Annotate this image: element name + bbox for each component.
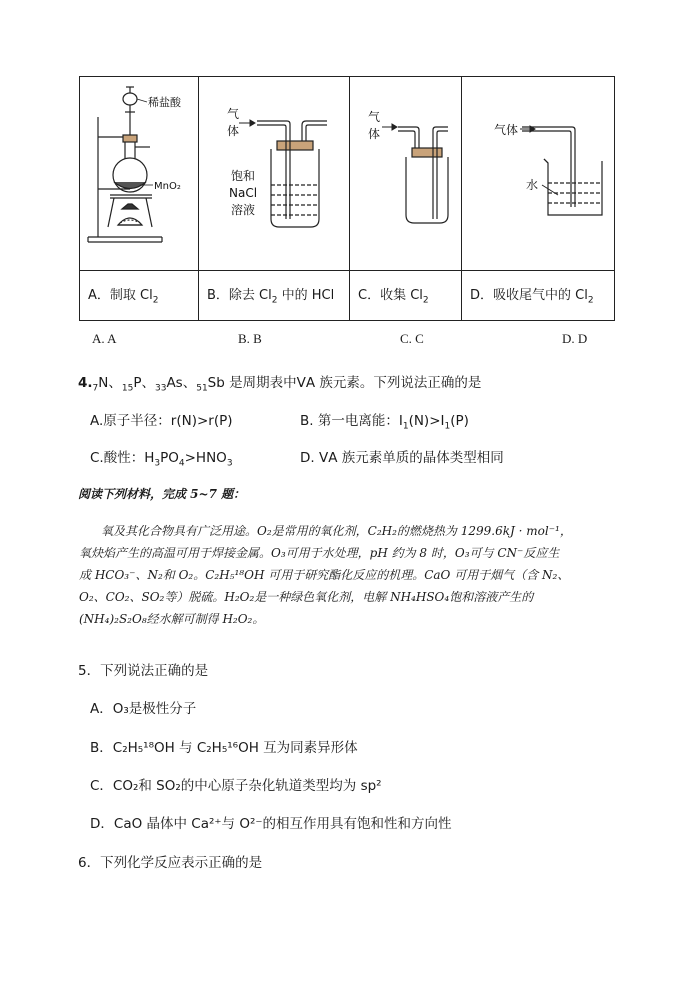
reading-line: 氧及其化合物具有广泛用途。O₂是常用的氧化剂，C₂H₂的燃烧热为 1299.6kJ · mol⁻¹， (101, 524, 572, 538)
question-4-option-d[interactable]: D. ⅤA 族元素单质的晶体类型相同 (300, 450, 504, 466)
gas-in-label: 体 (368, 127, 381, 141)
reading-passage (79, 520, 619, 630)
dilute-hcl-label: 稀盐酸 (148, 96, 181, 109)
question-4-option-a[interactable]: A.原子半径：r(N)>r(P) (90, 413, 233, 429)
answer-choice-d[interactable]: D. D (562, 331, 588, 346)
option-b-caption: B．除去 $Cl_2$ 中的 HCl (207, 288, 335, 306)
question-4-stem: $4._7N$、$_{15}$P、$_{33}$As、$_{51}$Sb 是周期表中ⅤA 族元素。下列说法正确的是 (78, 375, 482, 394)
gas-in-label: 气 (368, 110, 381, 124)
chlorine-generator-diagram (80, 77, 198, 270)
question-5-option-c[interactable]: C．CO₂和 SO₂的中心原子杂化轨道类型均为 sp² (90, 778, 382, 794)
gas-in-label: 气 (227, 107, 240, 121)
water-label: 水 (526, 178, 539, 192)
solution-label: 饱和 (231, 169, 256, 183)
gas-collection-bottle-diagram (350, 77, 461, 270)
option-c-caption: C．收集 $Cl_2$ (358, 288, 429, 306)
question-6-stem: 6．下列化学反应表示正确的是 (78, 855, 263, 871)
reading-heading: 阅读下列材料，完成 5~7 题： (78, 487, 246, 501)
answer-choice-c[interactable]: C. C (400, 331, 424, 346)
reading-line: (NH₄)₂S₂O₈经水解可制得 H₂O₂。 (79, 612, 265, 626)
mno2-label: MnO₂ (154, 181, 181, 192)
table-divider (80, 270, 614, 271)
question-5-option-a[interactable]: A．O₃是极性分子 (90, 701, 197, 717)
reading-line: 成 HCO₃⁻、N₂和 O₂。C₂H₅¹⁸OH 可用于研究酯化反应的机理。CaO 可用于烟气（含 N₂、 (79, 568, 570, 582)
question-4-option-b[interactable]: B. 第一电离能：$I_1(N)>I_1(P)$ (300, 413, 469, 432)
option-a-caption: A．制取 $Cl_2$ (88, 288, 159, 306)
question-5-option-d[interactable]: D．CaO 晶体中 Ca²⁺与 O²⁻的相互作用具有饱和性和方向性 (90, 816, 452, 832)
gas-in-label: 气体 (494, 123, 519, 137)
solution-label: 溶液 (231, 203, 256, 217)
nacl-wash-bottle-diagram (199, 77, 349, 270)
answer-choice-a[interactable]: A. A (92, 331, 117, 346)
question-4-option-c[interactable]: C.酸性：$H_3PO_4>HNO_3$ (90, 450, 233, 469)
apparatus-table (79, 76, 615, 321)
tail-gas-absorption-diagram (462, 77, 616, 270)
question-5-option-b[interactable]: B．C₂H₅¹⁸OH 与 C₂H₅¹⁶OH 互为同素异形体 (90, 740, 358, 756)
reading-line: O₂、CO₂、SO₂等）脱硫。H₂O₂是一种绿色氧化剂，电解 NH₄HSO₄饱和溶液产生的 (79, 590, 534, 604)
solution-label: NaCl (229, 186, 258, 200)
question-5-stem: 5．下列说法正确的是 (78, 663, 209, 679)
reading-line: 氧炔焰产生的高温可用于焊接金属。O₃可用于水处理，pH 约为 8 时，O₃可与 CN⁻反应生 (79, 546, 560, 560)
answer-choice-b[interactable]: B. B (238, 331, 262, 346)
gas-in-label: 体 (227, 124, 240, 138)
option-d-caption: D．吸收尾气中的 $Cl_2$ (470, 288, 594, 306)
